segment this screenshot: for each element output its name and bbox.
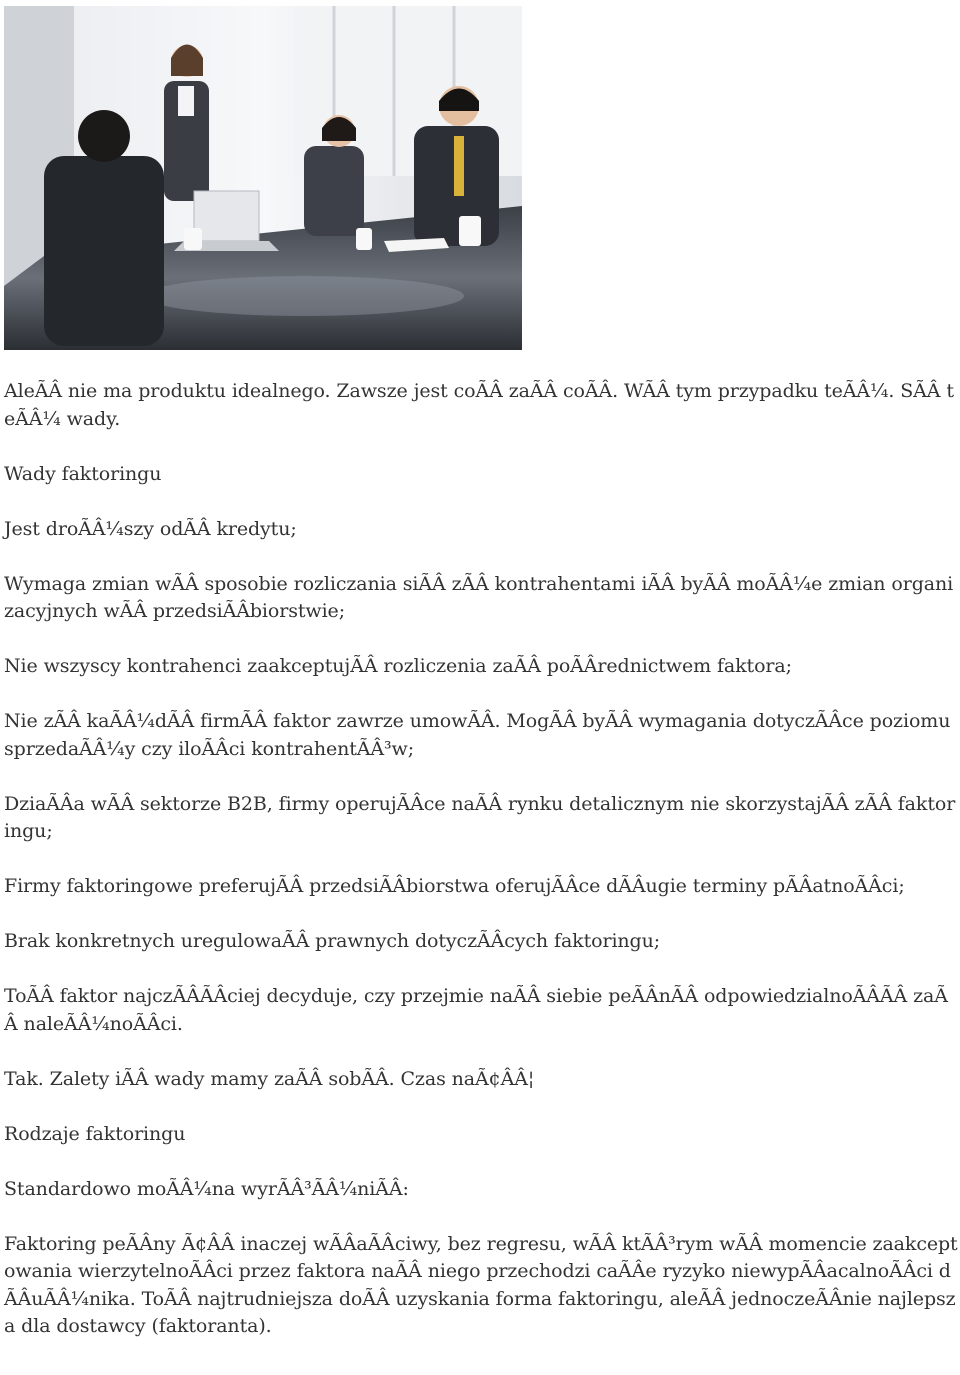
list-item: Brak konkretnych uregulowaÃÂ prawnych dotyczÃÂcych faktoringu; — [4, 930, 661, 952]
full-factoring-paragraph: Faktoring peÃÂny Ã¢ÂÂ inaczej wÃÂaÃÂciwy, bez regresu, wÃÂ ktÃÂ³rym wÃÂ momencie zaakceptowania wierzytelnoÃÂci przez faktora naÃÂ niego przechodzi caÃÂe ryzyko niewypÃÂacalnoÃÂci dÃÂuÃÂ¼nika. ToÃÂ najtrudniejsza doÃÂ uzyskania forma faktoringu, aleÃÂ jednoczeÃÂnie najlepsza dla dostawcy (faktoranta). — [4, 1232, 958, 1337]
types-intro-paragraph: Standardowo moÃÂ¼na wyrÃÂ³ÃÂ¼niÃÂ: — [4, 1177, 409, 1200]
article-body — [4, 378, 960, 1368]
list-item: DziaÃÂa wÃÂ sektorze B2B, firmy operujÃÂce naÃÂ rynku detalicznym nie skorzystajÃÂ zÃÂ faktoringu; — [4, 792, 956, 842]
list-item: Firmy faktoringowe preferujÃÂ przedsiÃÂbiorstwa oferujÃÂce dÃÂugie terminy pÃÂatnoÃÂci; — [4, 875, 905, 897]
meeting-photo — [4, 6, 522, 350]
list-item: Jest droÃÂ¼szy odÃÂ kredytu; — [4, 517, 297, 540]
list-item: Nie wszyscy kontrahenci zaakceptujÃÂ rozliczenia zaÃÂ poÃÂrednictwem faktora; — [4, 655, 792, 677]
section-heading-types: Rodzaje faktoringu — [4, 1122, 186, 1145]
intro-paragraph: AleÃÂ nie ma produktu idealnego. Zawsze jest coÃÂ zaÃÂ coÃÂ. WÃÂ tym przypadku teÃÂ¼. SÃÂ teÃÂ¼ wady. — [4, 380, 954, 430]
list-item: Wymaga zmian wÃÂ sposobie rozliczania siÃÂ zÃÂ kontrahentami iÃÂ byÃÂ moÃÂ¼e zmian organizacyjnych wÃÂ przedsiÃÂbiorstwie; — [4, 572, 954, 622]
meeting-photo-illustration — [4, 6, 522, 350]
list-item: ToÃÂ faktor najczÃÂÃÂciej decyduje, czy przejmie naÃÂ siebie peÃÂnÃÂ odpowiedzialnoÃÂÃÂ zaÃÂ naleÃÂ¼noÃÂci. — [4, 985, 948, 1035]
summary-paragraph: Tak. Zalety iÃÂ wady mamy zaÃÂ sobÃÂ. Czas naÃ¢ÂÂ¦ — [4, 1067, 535, 1090]
section-heading-disadvantages: Wady faktoringu — [4, 462, 162, 485]
list-item: Nie zÃÂ kaÃÂ¼dÃÂ firmÃÂ faktor zawrze umowÃÂ. MogÃÂ byÃÂ wymagania dotyczÃÂce poziomu sprzedaÃÂ¼y czy iloÃÂci kontrahentÃÂ³w; — [4, 710, 951, 760]
